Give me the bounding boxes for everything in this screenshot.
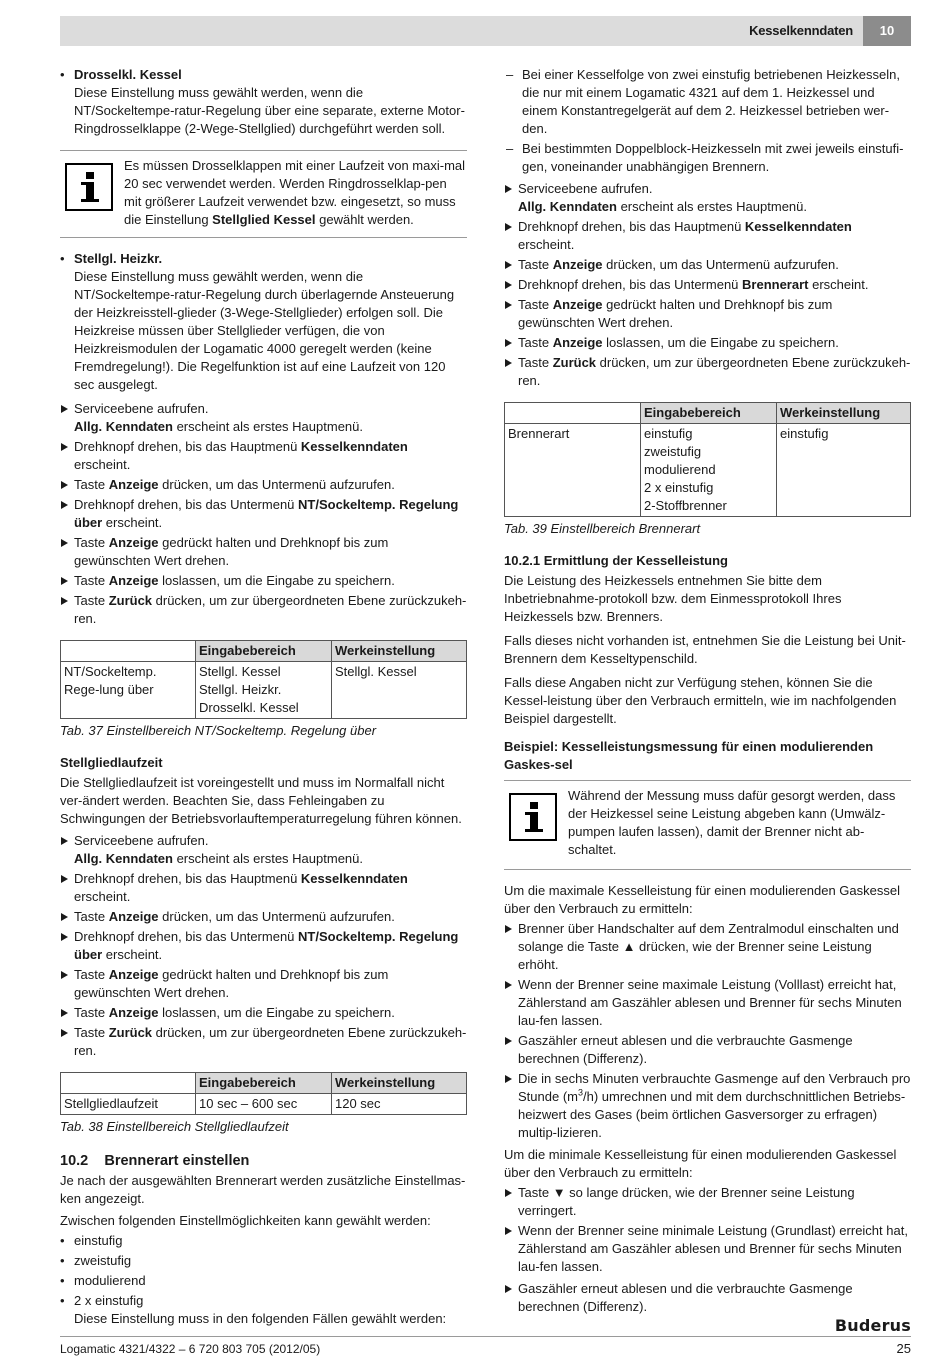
step: Wenn der Brenner seine maximale Leistung (Volllast) erreicht hat, Zählerstand am Gaszähler ablesen und Brenner für sechs Minuten lau-fen lassen. (504, 976, 911, 1030)
option-stellgl-heizkr (60, 250, 467, 394)
step-text: Taste (518, 335, 553, 350)
step-text: drücken, um das Untermenü aufzurufen. (158, 477, 395, 492)
step (60, 400, 467, 436)
step-bold: Anzeige (108, 1005, 159, 1020)
step-text: Serviceebene aufrufen. (74, 401, 209, 416)
list-item (60, 1292, 467, 1328)
page-header (60, 16, 911, 46)
chapter-number: 10 (863, 16, 911, 46)
table-cell: einstufig (777, 424, 911, 517)
table-38 (60, 1072, 467, 1115)
step-text: Taste (74, 573, 109, 588)
header-title: Kesselkenndaten (749, 23, 853, 38)
step (504, 296, 911, 332)
step (504, 256, 911, 274)
info-note (504, 780, 911, 870)
step (60, 572, 467, 590)
step-bold: Allg. Kenndaten (74, 419, 173, 434)
list-item: • einstufig (60, 1232, 467, 1250)
arrow-down-icon: ▼ (552, 1185, 566, 1200)
cell-line: modulierend (644, 462, 716, 477)
step (60, 592, 467, 628)
case-item: – Bei bestimmten Doppelblock-Heizkesseln mit zwei jeweils einstufi-gen, voneinander unabhängigen Brennern. (504, 140, 911, 176)
step-text: Taste (74, 535, 109, 550)
step-text: Taste (518, 1185, 553, 1200)
table-header: Eingabebereich (641, 403, 777, 424)
cell-line: zweistufig (644, 444, 702, 459)
table-header-empty (505, 403, 641, 424)
step-text: erscheint. (102, 515, 163, 530)
paragraph: Die Leistung des Heizkessels entnehmen Sie bitte dem Inbetriebnahme-protokoll bzw. dem Einmessprotokoll Ihres Heizkessels bzw. Brenners. (504, 573, 842, 624)
step-text: erscheint. (518, 237, 575, 252)
step-text: gedrückt halten und Drehknopf bis zum gewünschten Wert drehen. (74, 967, 389, 1000)
table-cell: Stellgliedlaufzeit (61, 1094, 196, 1115)
cell-line: Stellgl. Heizkr. (199, 682, 282, 697)
step-text: erscheint als erstes Hauptmenü. (172, 851, 363, 866)
step (504, 354, 911, 390)
info-icon (65, 163, 113, 211)
info-icon (509, 793, 557, 841)
option-text: Diese Einstellung muss gewählt werden, wenn die NT/Sockeltempe-ratur-Regelung durch überlagernde Ansteuerung der Heizkreisstell-glieder (3-Wege-Stellglieder) erfolgen soll. Die Heizkreise müssen über Stellglieder verfügen, die von Heizkreismodulen der Logamatic 4000 geregelt werden (keine Fremdregelung!). Die Regelfunktion ist auf eine Laufzeit von 120 sec ausgelegt. (74, 269, 455, 392)
list-item: • zweistufig (60, 1252, 467, 1270)
paragraph: Zwischen folgenden Einstellmöglichkeiten kann gewählt werden: (60, 1213, 431, 1228)
page-number: 25 (896, 1341, 911, 1356)
table-cell (641, 424, 777, 517)
step-text: Taste (74, 1025, 109, 1040)
table-caption: Tab. 37 Einstellbereich NT/Sockeltemp. Regelung über (60, 723, 377, 738)
paragraph: Um die minimale Kesselleistung für einen modulierenden Gaskessel über den Verbrauch zu ermitteln: (504, 1147, 897, 1180)
note-bold: Stellglied Kessel (212, 212, 316, 227)
step: Wenn der Brenner seine minimale Leistung (Grundlast) erreicht hat, Zählerstand am Gaszähler ablesen und Brenner für sechs Minuten lau-fen lassen. (504, 1222, 911, 1276)
step-text: Serviceebene aufrufen. (74, 833, 209, 848)
step-text: erscheint. (808, 277, 869, 292)
step (504, 180, 911, 216)
table-39 (504, 402, 911, 517)
step-bold: Anzeige (108, 909, 159, 924)
step-text: drücken, um das Untermenü aufzurufen. (158, 909, 395, 924)
step-text: drücken, um zur übergeordneten Ebene zurückzukeh-ren. (74, 1025, 467, 1058)
cell-line: Stellgl. Kessel (199, 664, 281, 679)
step-text: /h) umrechnen und mit dem durchschnittlichen Betriebs-heizwert des Gases (beim örtlichen Gasversorger zu erfragen) multip-lizieren. (518, 1089, 906, 1140)
step-bold: Anzeige (108, 967, 159, 982)
note-text-end: gewählt werden. (315, 212, 414, 227)
step-text: erscheint. (74, 889, 131, 904)
step-bold: Allg. Kenndaten (74, 851, 173, 866)
cell-line: einstufig (644, 426, 693, 441)
table-cell (196, 662, 332, 719)
step-text: erscheint als erstes Hauptmenü. (172, 419, 363, 434)
cell-line: 2 x einstufig (644, 480, 714, 495)
option-drosselkl (60, 66, 467, 138)
table-header: Werkeinstellung (332, 1073, 467, 1094)
step-text: Drehknopf drehen, bis das Untermenü (74, 497, 299, 512)
table-cell: Brennerart (505, 424, 641, 517)
info-note (60, 150, 467, 238)
paragraph: Um die maximale Kesselleistung für einen modulierenden Gaskessel über den Verbrauch zu ermitteln: (504, 883, 900, 916)
table-header-empty (61, 641, 196, 662)
step-text: Taste (518, 355, 553, 370)
step (60, 966, 467, 1002)
option-title: Drosselkl. Kessel (74, 67, 182, 82)
step (60, 870, 467, 906)
step-text: drücken, um das Untermenü aufzurufen. (602, 257, 839, 272)
step-bold: Anzeige (108, 535, 159, 550)
step (60, 496, 467, 532)
option-title: Stellgl. Heizkr. (74, 251, 163, 266)
step-text: loslassen, um die Eingabe zu speichern. (602, 335, 839, 350)
step: Gaszähler erneut ablesen und die verbrauchte Gasmenge berechnen (Differenz). (504, 1280, 911, 1316)
table-cell: Stellgl. Kessel (332, 662, 467, 719)
subsection-title: 10.2.1 Ermittlung der Kesselleistung (504, 553, 728, 568)
section-number: 10.2 (60, 1153, 89, 1169)
step-text: Drehknopf drehen, bis das Untermenü (518, 277, 743, 292)
section-title-text: Brennerart einstellen (104, 1153, 250, 1169)
table-header: Werkeinstellung (777, 403, 911, 424)
step-text: Taste (74, 967, 109, 982)
table-header-empty (61, 1073, 196, 1094)
step-text: Taste (518, 297, 553, 312)
step-bold: NT/Sockeltemp. Regelung über (74, 929, 459, 962)
table-caption: Tab. 39 Einstellbereich Brennerart (504, 521, 701, 536)
step (60, 476, 467, 494)
right-column (504, 66, 911, 1318)
arrow-up-icon: ▲ (622, 939, 636, 954)
paragraph: Die Stellgliedlaufzeit ist voreingestellt und muss im Normalfall nicht ver-ändert werden. Beachten Sie, dass Fehleingaben zu Schwingungen der Betriebsvorlauftemperaturregelung führen können. (60, 775, 462, 826)
step-bold: Anzeige (108, 477, 159, 492)
step-text: Drehknopf drehen, bis das Hauptmenü (74, 871, 301, 886)
step-text: drücken, um zur übergeordneten Ebene zurückzukeh-ren. (518, 355, 911, 388)
left-column (60, 66, 467, 1330)
step (504, 1070, 911, 1142)
cell-line: Drosselkl. Kessel (199, 700, 299, 715)
step-bold: Kesselkenndaten (300, 871, 408, 886)
step-bold: Zurück (552, 355, 597, 370)
brand-logo: Buderus (834, 1316, 911, 1335)
example-title: Beispiel: Kesselleistungsmessung für einen modulierenden Gaskes-sel (504, 739, 874, 772)
paragraph: Falls dieses nicht vorhanden ist, entnehmen Sie die Leistung bei Unit-Brennern dem Kesseltypenschild. (504, 633, 906, 666)
case-item: – Bei einer Kesselfolge von zwei einstufig betriebenen Heizkesseln, die nur mit einem Logamatic 4321 auf dem 1. Heizkessel und einem Konstantregelgerät auf dem 2. Heizkessel betrieben wer-den. (504, 66, 911, 138)
step (60, 534, 467, 570)
step-text: loslassen, um die Eingabe zu speichern. (158, 1005, 395, 1020)
footer-divider (60, 1336, 911, 1337)
step-bold: Kesselkenndaten (744, 219, 852, 234)
step-text: Taste (518, 257, 553, 272)
step-text: so lange drücken, wie der Brenner seine Leistung verringert. (518, 1185, 855, 1218)
table-caption: Tab. 38 Einstellbereich Stellgliedlaufzeit (60, 1119, 289, 1134)
step (60, 1024, 467, 1060)
step (60, 1004, 467, 1022)
step-text: drücken, um zur übergeordneten Ebene zurückzukeh-ren. (74, 593, 467, 626)
step-bold: Kesselkenndaten (300, 439, 408, 454)
step-text: Taste (74, 1005, 109, 1020)
step-text: Drehknopf drehen, bis das Hauptmenü (74, 439, 301, 454)
table-header: Eingabebereich (196, 1073, 332, 1094)
section-title (60, 1152, 467, 1170)
step (60, 928, 467, 964)
step-text: erscheint. (74, 457, 131, 472)
table-cell: 10 sec – 600 sec (196, 1094, 332, 1115)
paragraph: Je nach der ausgewählten Brennerart werden zusätzliche Einstellmas-ken angezeigt. (60, 1173, 466, 1206)
step (504, 1184, 911, 1220)
step-text: erscheint. (102, 947, 163, 962)
step-text: Taste (74, 909, 109, 924)
paragraph: Falls diese Angaben nicht zur Verfügung stehen, können Sie die Kessel-leistung über den Verbrauch ermitteln, wie im nachfolgenden Beispiel dargestellt. (504, 675, 897, 726)
list-item: • modulierend (60, 1272, 467, 1290)
note-text: Es müssen Drosselklappen mit einer Laufzeit von maxi-mal 20 sec verwendet werden. Werden Ringdrosselklap-pen mit größerer Laufzeit verwendet bzw. eingesetzt, so muss die Einstellung (124, 158, 466, 227)
note-text: Während der Messung muss dafür gesorgt werden, dass der Heizkessel seine Leistung abgeben kann (Umwälz-pumpen laufen lassen), damit der Brenner nicht ab-schaltet. (568, 788, 896, 857)
table-37 (60, 640, 467, 719)
step-bold: Zurück (108, 1025, 153, 1040)
step-bold: Brennerart (742, 277, 809, 292)
step (60, 832, 467, 868)
step-text: Taste (74, 593, 109, 608)
step-bold: Anzeige (552, 335, 603, 350)
step (504, 276, 911, 294)
superscript: 3 (577, 1087, 583, 1098)
step-text: gedrückt halten und Drehknopf bis zum gewünschten Wert drehen. (74, 535, 389, 568)
step (504, 920, 911, 974)
step-bold: Anzeige (108, 573, 159, 588)
step: Gaszähler erneut ablesen und die verbrauchte Gasmenge berechnen (Differenz). (504, 1032, 911, 1068)
table-header: Eingabebereich (196, 641, 332, 662)
step (60, 438, 467, 474)
step-text: Serviceebene aufrufen. (518, 181, 653, 196)
list-item-text: 2 x einstufig (74, 1293, 144, 1308)
step-bold: Anzeige (552, 297, 603, 312)
step (60, 908, 467, 926)
footer-doc-id: Logamatic 4321/4322 – 6 720 803 705 (2012/05) (60, 1342, 321, 1356)
step-text: erscheint als erstes Hauptmenü. (616, 199, 807, 214)
step-text: loslassen, um die Eingabe zu speichern. (158, 573, 395, 588)
cell-line: 2-Stoffbrenner (644, 498, 727, 513)
step-text: Brenner über Handschalter auf dem Zentralmodul einschalten und solange die Taste (518, 921, 899, 954)
table-header: Werkeinstellung (332, 641, 467, 662)
step-bold: NT/Sockeltemp. Regelung über (74, 497, 459, 530)
step (504, 334, 911, 352)
step-text: gedrückt halten und Drehknopf bis zum gewünschten Wert drehen. (518, 297, 833, 330)
section-heading: Stellgliedlaufzeit (60, 755, 163, 770)
step-text: Drehknopf drehen, bis das Untermenü (74, 929, 299, 944)
step-bold: Anzeige (552, 257, 603, 272)
step-text: Die in sechs Minuten verbrauchte Gasmenge auf den Verbrauch pro Stunde (m (518, 1071, 911, 1104)
option-text: Diese Einstellung muss gewählt werden, wenn die NT/Sockeltempe-ratur-Regelung über eine separate, externe Motor-Ringdrosselklappe (2-Wege-Stellglied) durchgeführt werden soll. (74, 85, 465, 136)
step-bold: Zurück (108, 593, 153, 608)
table-cell: 120 sec (332, 1094, 467, 1115)
step-bold: Allg. Kenndaten (518, 199, 617, 214)
step-text: Drehknopf drehen, bis das Hauptmenü (518, 219, 745, 234)
step-text: drücken, wie der Brenner seine Leistung erhöht. (518, 939, 872, 972)
list-item-text: Diese Einstellung muss in den folgenden Fällen gewählt werden: (74, 1311, 447, 1326)
table-cell: NT/Sockeltemp. Rege-lung über (61, 662, 196, 719)
step (504, 218, 911, 254)
step-text: Taste (74, 477, 109, 492)
